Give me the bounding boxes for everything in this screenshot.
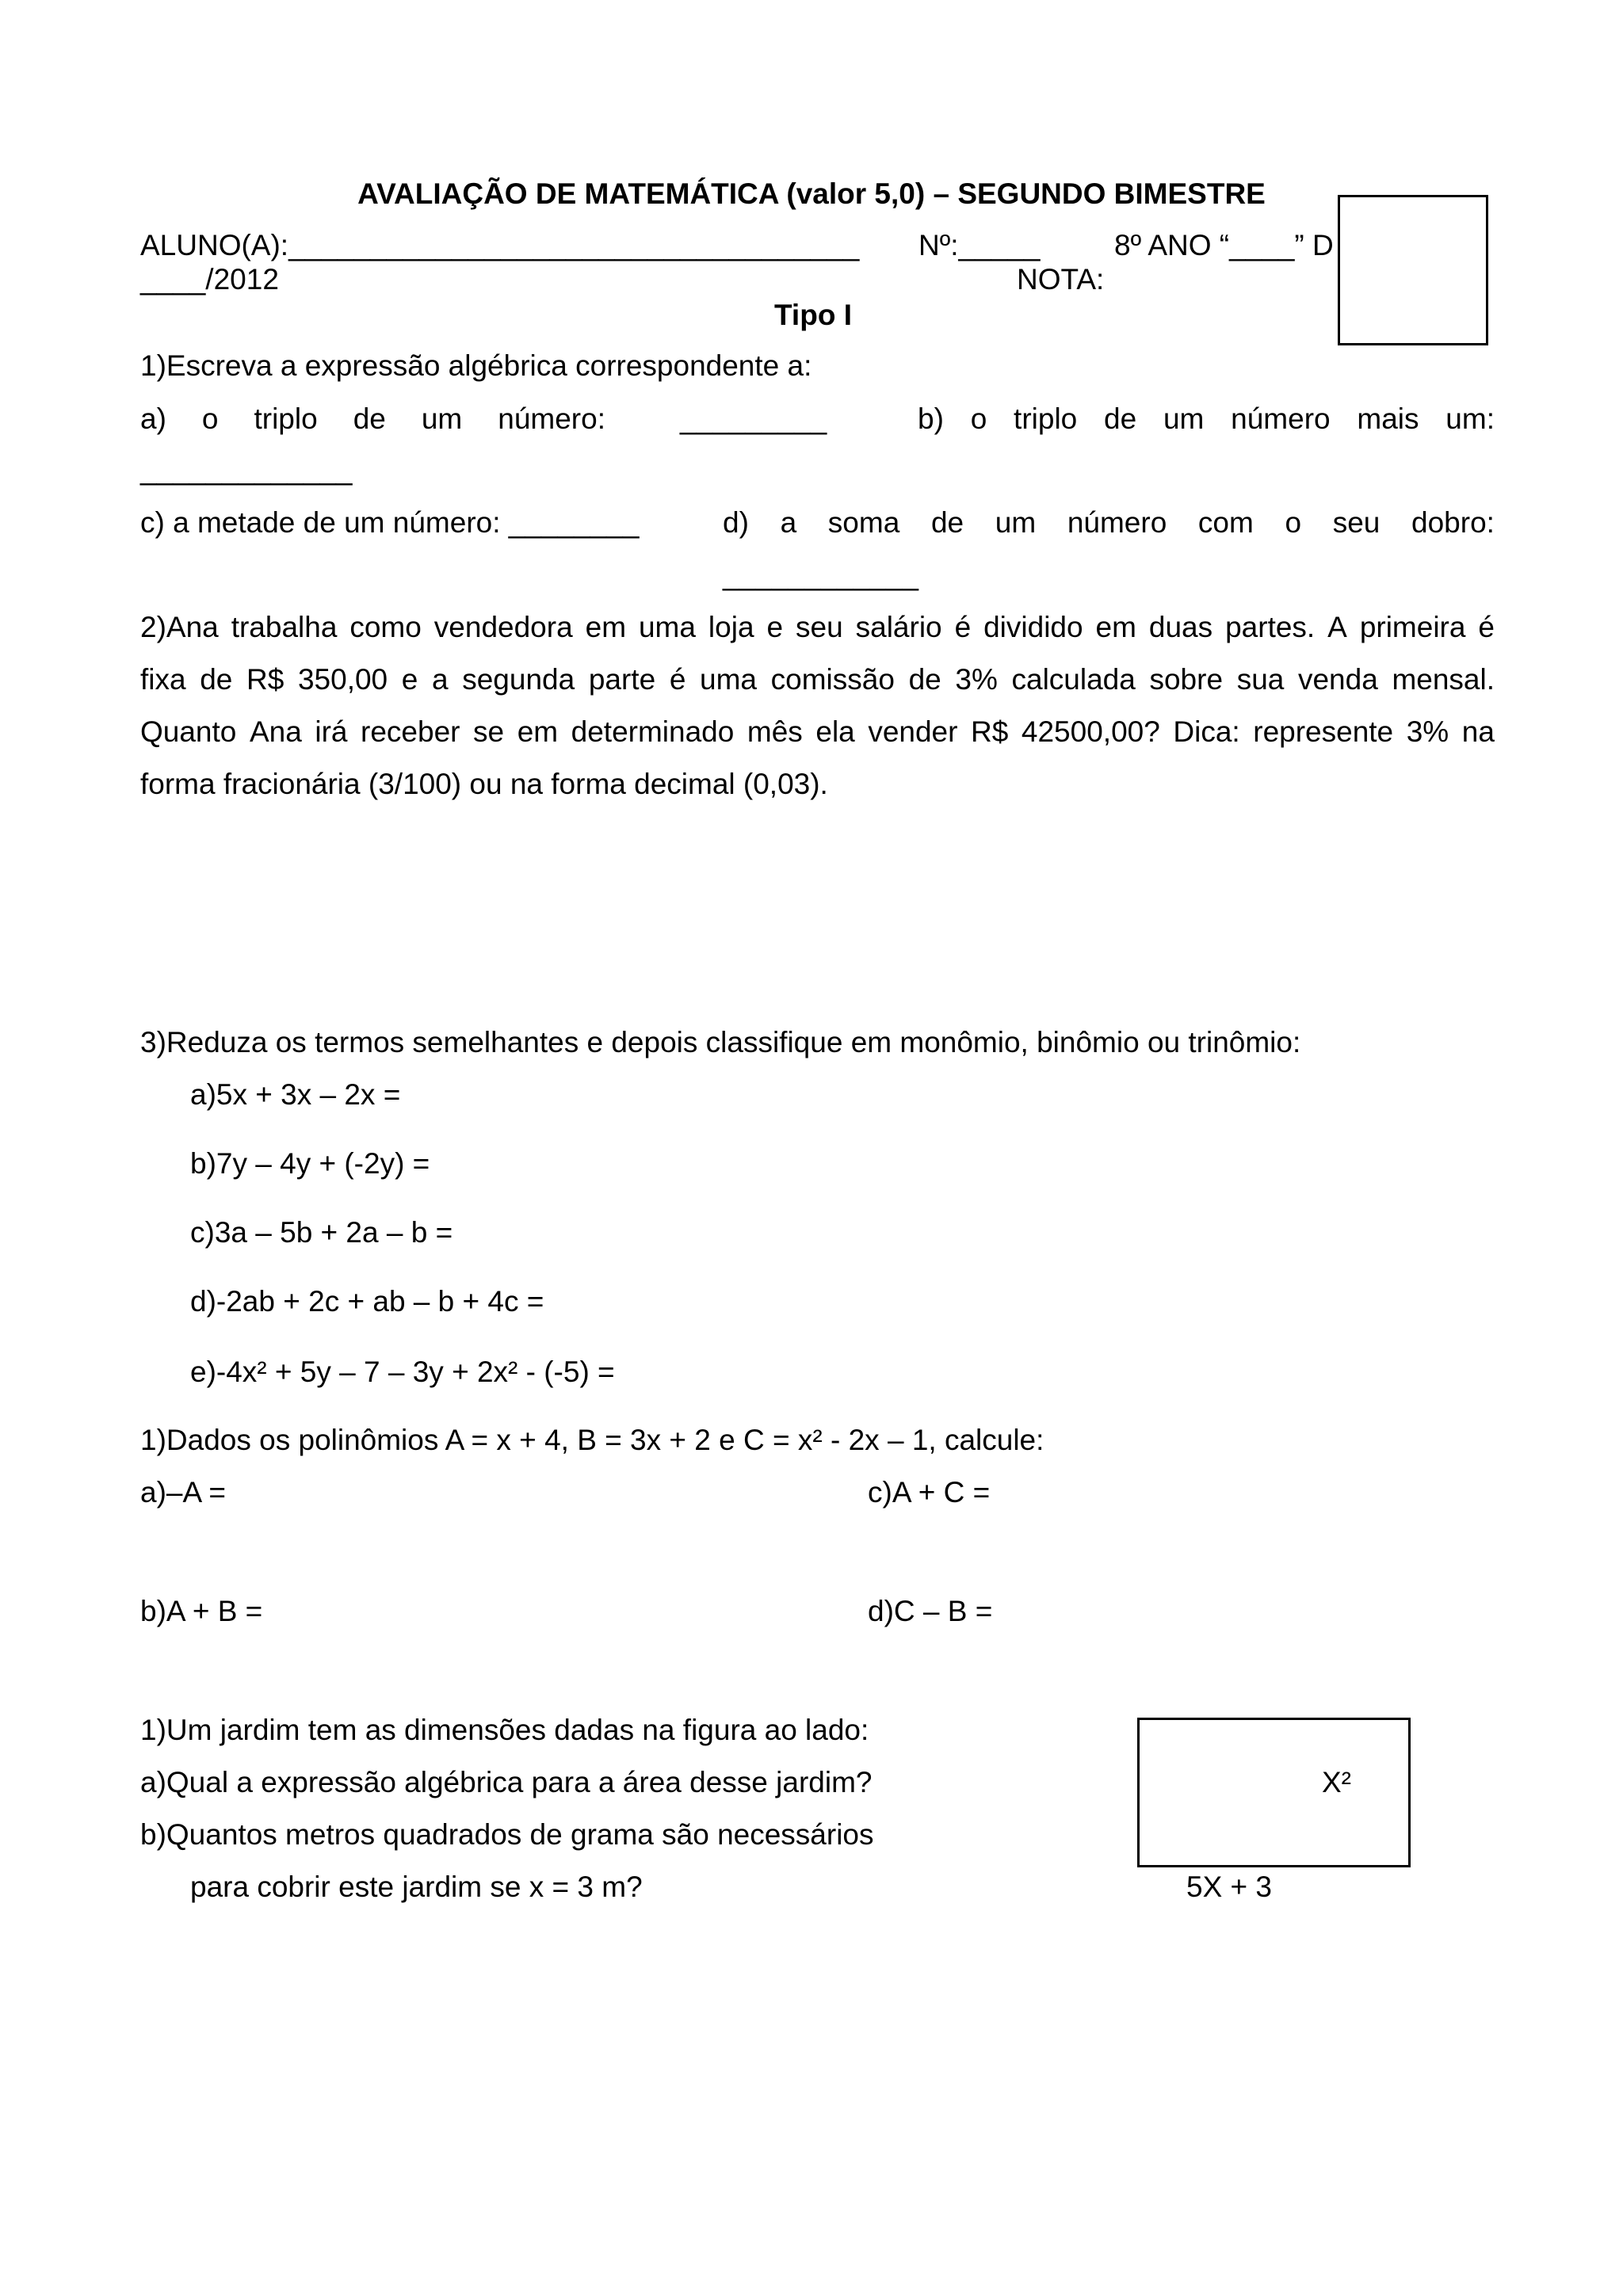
q2-word: fixa (140, 663, 186, 696)
q1-a-word: um (421, 402, 463, 435)
q1-a-word: número: (498, 402, 605, 435)
q1-c[interactable]: c) a metade de um número: ________ (140, 506, 640, 539)
q2-word: 350,00 (297, 663, 388, 696)
grade-box (1338, 195, 1488, 345)
q2-word: receber (361, 715, 460, 748)
q2-word: e (401, 663, 418, 696)
q2-word: Quanto (140, 715, 237, 748)
q1-b-word: mais (1357, 402, 1419, 435)
exam-type: Tipo I (774, 299, 852, 331)
q2-word: A (1327, 611, 1347, 643)
q1-d-word: com (1197, 506, 1254, 539)
q3-item-b: b)7y – 4y + (-2y) = (190, 1147, 430, 1180)
q1-d-word: o (1285, 506, 1302, 539)
q2-word: a (432, 663, 449, 696)
q2-word: salário (855, 611, 942, 643)
q1-b-word: triplo (1014, 402, 1078, 435)
q2-word: é (669, 663, 686, 696)
q1-b-word: o (970, 402, 987, 435)
q2-word: vender (868, 715, 958, 748)
q1-d-word: d) (723, 506, 749, 539)
q2-word: de (908, 663, 941, 696)
q2-word: 2)Ana (140, 611, 219, 643)
q1-d-word: soma (827, 506, 900, 539)
q2-word: 3% (1406, 715, 1449, 748)
q2-word: uma (638, 611, 696, 643)
q1-a-word: triplo (254, 402, 318, 435)
q2-word: determinado (571, 715, 735, 748)
q1-d-word: seu (1332, 506, 1381, 539)
q2-word: vendedora (433, 611, 573, 643)
q2-word: mensal. (1392, 663, 1495, 696)
q2-word: calculada (1011, 663, 1136, 696)
date-field[interactable]: ____/2012 (140, 263, 279, 296)
q3-item-e: e)-4x² + 5y – 7 – 3y + 2x² - (-5) = (190, 1356, 615, 1388)
q5-item-b-line-1: b)Quantos metros quadrados de grama são necessários (140, 1818, 874, 1851)
q4-item-c: c)A + C = (868, 1476, 991, 1508)
q2-word: parte (588, 663, 656, 696)
q1-b-word: número (1231, 402, 1331, 435)
q3-item-d: d)-2ab + 2c + ab – b + 4c = (190, 1285, 544, 1318)
q1-a-word: de (353, 402, 386, 435)
q2-word: partes. (1225, 611, 1316, 643)
q1-a (140, 404, 605, 433)
q2-word: trabalha (231, 611, 338, 643)
q4-item-d: d)C – B = (868, 1595, 993, 1627)
q2-word: seu (796, 611, 843, 643)
q1-d-word: de (930, 506, 964, 539)
q1-b-word: um: (1445, 402, 1495, 435)
q2-word: R$ (246, 663, 285, 696)
q1-b-word: b) (918, 402, 944, 435)
q1-b-word: um (1163, 402, 1205, 435)
q1-prompt: 1)Escreva a expressão algébrica correspondente a: (140, 349, 812, 382)
q2-word: R$ (971, 715, 1009, 748)
garden-rectangle (1137, 1718, 1411, 1867)
q5-prompt: 1)Um jardim tem as dimensões dadas na figura ao lado: (140, 1714, 869, 1746)
q2-word: de (200, 663, 233, 696)
q2-word: irá (315, 715, 348, 748)
q1-d-word: dobro: (1411, 506, 1495, 539)
q4-prompt: 1)Dados os polinômios A = x + 4, B = 3x + 2 e C = x² - 2x – 1, calcule: (140, 1424, 1044, 1456)
q2-word: sobre (1149, 663, 1224, 696)
q2-word: comissão (770, 663, 895, 696)
q2-word: Ana (249, 715, 302, 748)
q4-item-b: b)A + B = (140, 1595, 263, 1627)
q1-a-word: o (201, 402, 219, 435)
q3-item-c: c)3a – 5b + 2a – b = (190, 1216, 453, 1249)
q2-word: na (1461, 715, 1495, 748)
q2-word: Dica: (1173, 715, 1240, 748)
q2-word: dividido (983, 611, 1083, 643)
q2-word: como (349, 611, 422, 643)
q2-word: é (954, 611, 972, 643)
q1-b (918, 404, 1495, 433)
q2-word: é (1478, 611, 1495, 643)
q2-word: 42500,00? (1021, 715, 1160, 748)
q2-word: primeira (1359, 611, 1466, 643)
q2-word: represente (1253, 715, 1394, 748)
q5-item-b-line-2: para cobrir este jardim se x = 3 m? (190, 1871, 643, 1903)
q2-word: duas (1148, 611, 1213, 643)
q2-word: mês (747, 715, 803, 748)
q1-a-word: a) (140, 402, 166, 435)
q1-d-word: um (995, 506, 1037, 539)
garden-height-label: X² (1322, 1766, 1351, 1798)
q2-word: 3% (955, 663, 998, 696)
exam-title: AVALIAÇÃO DE MATEMÁTICA (valor 5,0) – SEGUNDO BIMESTRE (357, 177, 1266, 210)
q4-item-a: a)–A = (140, 1476, 227, 1508)
class-field[interactable]: 8º ANO “____” D (1114, 229, 1334, 261)
q2-line-1 (140, 612, 1495, 642)
q1-d (723, 508, 1495, 537)
q1-d-answer-blank[interactable]: ____________ (723, 559, 918, 591)
q1-a-answer-blank[interactable]: _________ (680, 402, 827, 435)
q2-line-4: forma fracionária (3/100) ou na forma decimal (0,03). (140, 768, 828, 800)
q1-b-answer-blank[interactable]: _____________ (140, 453, 353, 486)
student-name-field[interactable]: ALUNO(A):___________________________________ (140, 229, 860, 261)
q2-word: sua (1236, 663, 1285, 696)
q2-line-3 (140, 717, 1495, 746)
q1-b-word: de (1104, 402, 1137, 435)
q2-word: se (473, 715, 505, 748)
q3-item-a: a)5x + 3x – 2x = (190, 1078, 401, 1111)
q5-item-a: a)Qual a expressão algébrica para a área desse jardim? (140, 1766, 873, 1798)
q3-prompt: 3)Reduza os termos semelhantes e depois classifique em monômio, binômio ou trinômio: (140, 1026, 1301, 1058)
q2-word: ela (815, 715, 855, 748)
garden-width-label: 5X + 3 (1186, 1871, 1273, 1903)
q2-word: segunda (462, 663, 575, 696)
q2-word: em (517, 715, 559, 748)
q2-line-2 (140, 665, 1495, 694)
student-number-field[interactable]: Nº:_____ (918, 229, 1041, 261)
q2-word: loja (708, 611, 754, 643)
grade-label: NOTA: (1017, 263, 1105, 296)
q2-word: venda (1297, 663, 1378, 696)
q2-word: em (585, 611, 627, 643)
q2-word: e (766, 611, 784, 643)
q2-word: uma (700, 663, 758, 696)
q1-d-word: número (1067, 506, 1167, 539)
q1-d-word: a (780, 506, 797, 539)
q2-word: em (1095, 611, 1136, 643)
